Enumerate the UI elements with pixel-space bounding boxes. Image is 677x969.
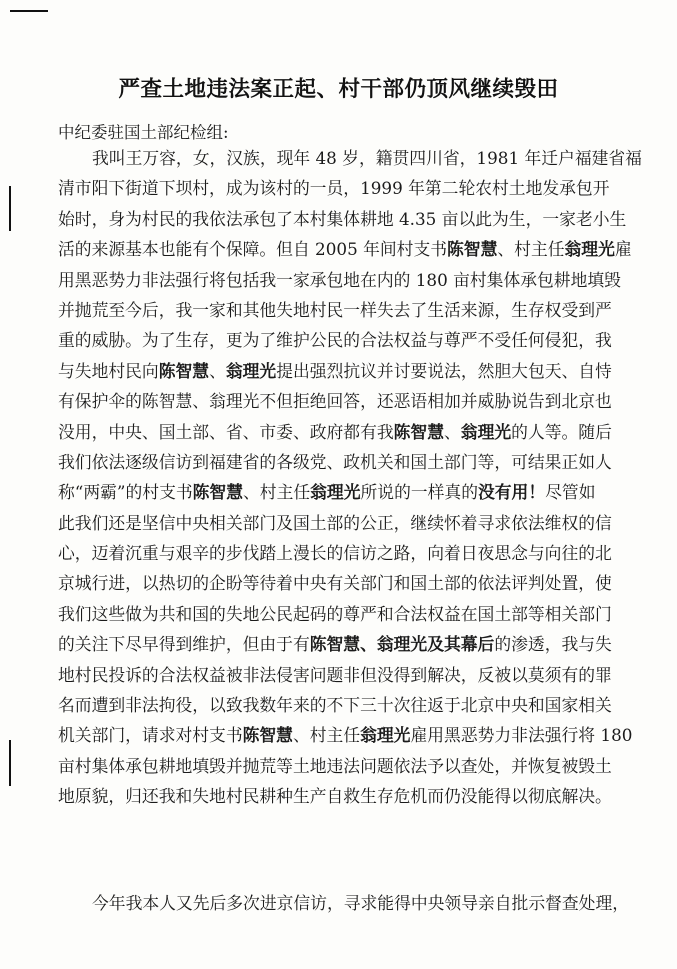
text-run: 尽管如	[545, 482, 596, 503]
text-run: 、	[209, 360, 226, 381]
salutation: 中纪委驻国土部纪检组:	[58, 123, 229, 142]
text-line	[58, 295, 636, 325]
text-run: 的渗透，我与失	[494, 634, 612, 655]
text-line	[58, 417, 636, 447]
bold-name-run: 陈智慧	[242, 725, 293, 746]
text-run: 此我们还是坚信中央相关部门及国土部的公正，继续怀着寻求依法维权的信	[58, 512, 612, 533]
text-run: 、村主任	[497, 239, 565, 260]
text-line	[58, 720, 636, 750]
bold-name-run: 翁理光	[225, 360, 277, 381]
bold-name-run: 翁理光	[310, 482, 361, 503]
text-line	[58, 599, 636, 629]
text-line	[58, 234, 636, 264]
bold-name-run: 翁理光	[564, 239, 615, 260]
text-run: 亩村集体承包耕地填毁并抛荒等土地违法问题依法予以查处，并恢复被毁土	[58, 755, 612, 776]
text-run: 的人等。随后	[511, 421, 612, 442]
text-line	[58, 508, 636, 538]
text-run: 地原貌，归还我和失地村民耕种生产自救生存危机而仍没能得以彻底解决。	[58, 786, 612, 807]
text-line	[58, 660, 636, 690]
text-run: 雇	[614, 239, 632, 260]
text-line	[58, 204, 636, 234]
text-run: 的关注下尽早得到维护，但由于有	[58, 634, 310, 655]
bold-name-run: 没有用！	[477, 482, 546, 503]
text-run: 机关部门，请求对村支书	[58, 725, 243, 746]
text-run: 我们这些做为共和国的失地公民起码的尊严和合法权益在国土部等相关部门	[58, 603, 612, 624]
text-run: 、村主任	[292, 725, 361, 746]
text-line	[58, 690, 636, 720]
text-run: 并抛荒至今后，我一家和其他失地村民一样失去了生活来源，生存权受到严	[58, 299, 612, 320]
bold-name-run: 陈智慧	[393, 421, 444, 442]
text-run: 提出强烈抗议并讨要说法，然胆大包天、自恃	[276, 360, 612, 381]
text-run: 用黑恶势力非法强行将包括我一家承包地在内的 180 亩村集体承包耕地填毁	[58, 269, 621, 290]
text-run: 京城行进，以热切的企盼等待着中央有关部门和国土部的依法评判处置，使	[58, 573, 612, 594]
bold-name-run: 陈智慧	[447, 239, 498, 260]
text-line	[58, 173, 636, 203]
text-run: 有保护伞的陈智慧、翁理光不但拒绝回答，还恶语相加并威胁说告到北京也	[58, 391, 612, 412]
bold-name-run: 陈智慧	[158, 360, 210, 381]
scan-mark-left-upper	[9, 186, 11, 231]
bold-name-run: 翁理光	[460, 421, 512, 442]
bold-name-run: 陈智慧	[192, 482, 243, 503]
bold-name-run: 翁理光	[360, 725, 411, 746]
text-run: 我们依法逐级信访到福建省的各级党、政机关和国土部门等，可结果正如人	[58, 451, 612, 472]
text-line	[58, 143, 642, 173]
text-run: 始时，身为村民的我依法承包了本村集体耕地 4.35 亩以此为生，一家老小生	[58, 208, 627, 229]
text-run: 清市阳下街道下坝村，成为该村的一员，1999 年第二轮农村土地发承包开	[58, 178, 610, 199]
text-line	[58, 386, 636, 416]
bold-name-run: 陈智慧、翁理光及其幕后	[309, 634, 495, 655]
text-run: 没用，中央、国土部、省、市委、政府都有我	[58, 421, 394, 442]
text-line	[58, 629, 636, 659]
text-run: 雇用黑恶势力非法强行将 180	[410, 725, 633, 746]
text-run: 名而遭到非法拘役，以致我数年来的不下三十次往返于北京中央和国家相关	[58, 695, 612, 716]
text-run: 重的威胁。为了生存，更为了维护公民的合法权益与尊严不受任何侵犯，我	[58, 330, 612, 351]
document-title: 严查土地违法案正起、村干部仍顶风继续毁田	[118, 77, 559, 102]
text-run: 所说的一样真的	[360, 482, 478, 503]
text-run: 与失地村民向	[58, 360, 159, 381]
text-run: 称“两霸”的村支书	[58, 482, 193, 503]
body-paragraph-1	[58, 143, 642, 812]
text-run: 、村主任	[243, 482, 311, 503]
text-run: 我叫王万容，女，汉族，现年 48 岁，籍贯四川省，1981 年迁户福建省福	[92, 148, 642, 168]
text-line	[58, 356, 636, 386]
text-run: 活的来源基本也能有个保障。但自 2005 年间村支书	[58, 239, 448, 260]
scan-mark-left-lower	[9, 740, 11, 786]
text-line	[58, 781, 636, 811]
text-line	[58, 538, 636, 568]
text-run: 地村民投诉的合法权益被非法侵害问题非但没得到解决，反被以莫须有的罪	[58, 664, 612, 685]
text-run: 、	[444, 421, 461, 442]
text-line	[58, 751, 636, 781]
text-line	[58, 477, 636, 507]
text-line	[58, 265, 636, 295]
text-line	[58, 325, 636, 355]
text-run: 心，迈着沉重与艰辛的步伐踏上漫长的信访之路，向着日夜思念与向往的北	[58, 543, 612, 564]
text-line	[58, 447, 636, 477]
text-line	[58, 568, 636, 598]
body-paragraph-2: 今年我本人又先后多次进京信访，寻求能得中央领导亲自批示督查处理，	[92, 893, 630, 913]
scan-mark-top	[10, 10, 48, 12]
